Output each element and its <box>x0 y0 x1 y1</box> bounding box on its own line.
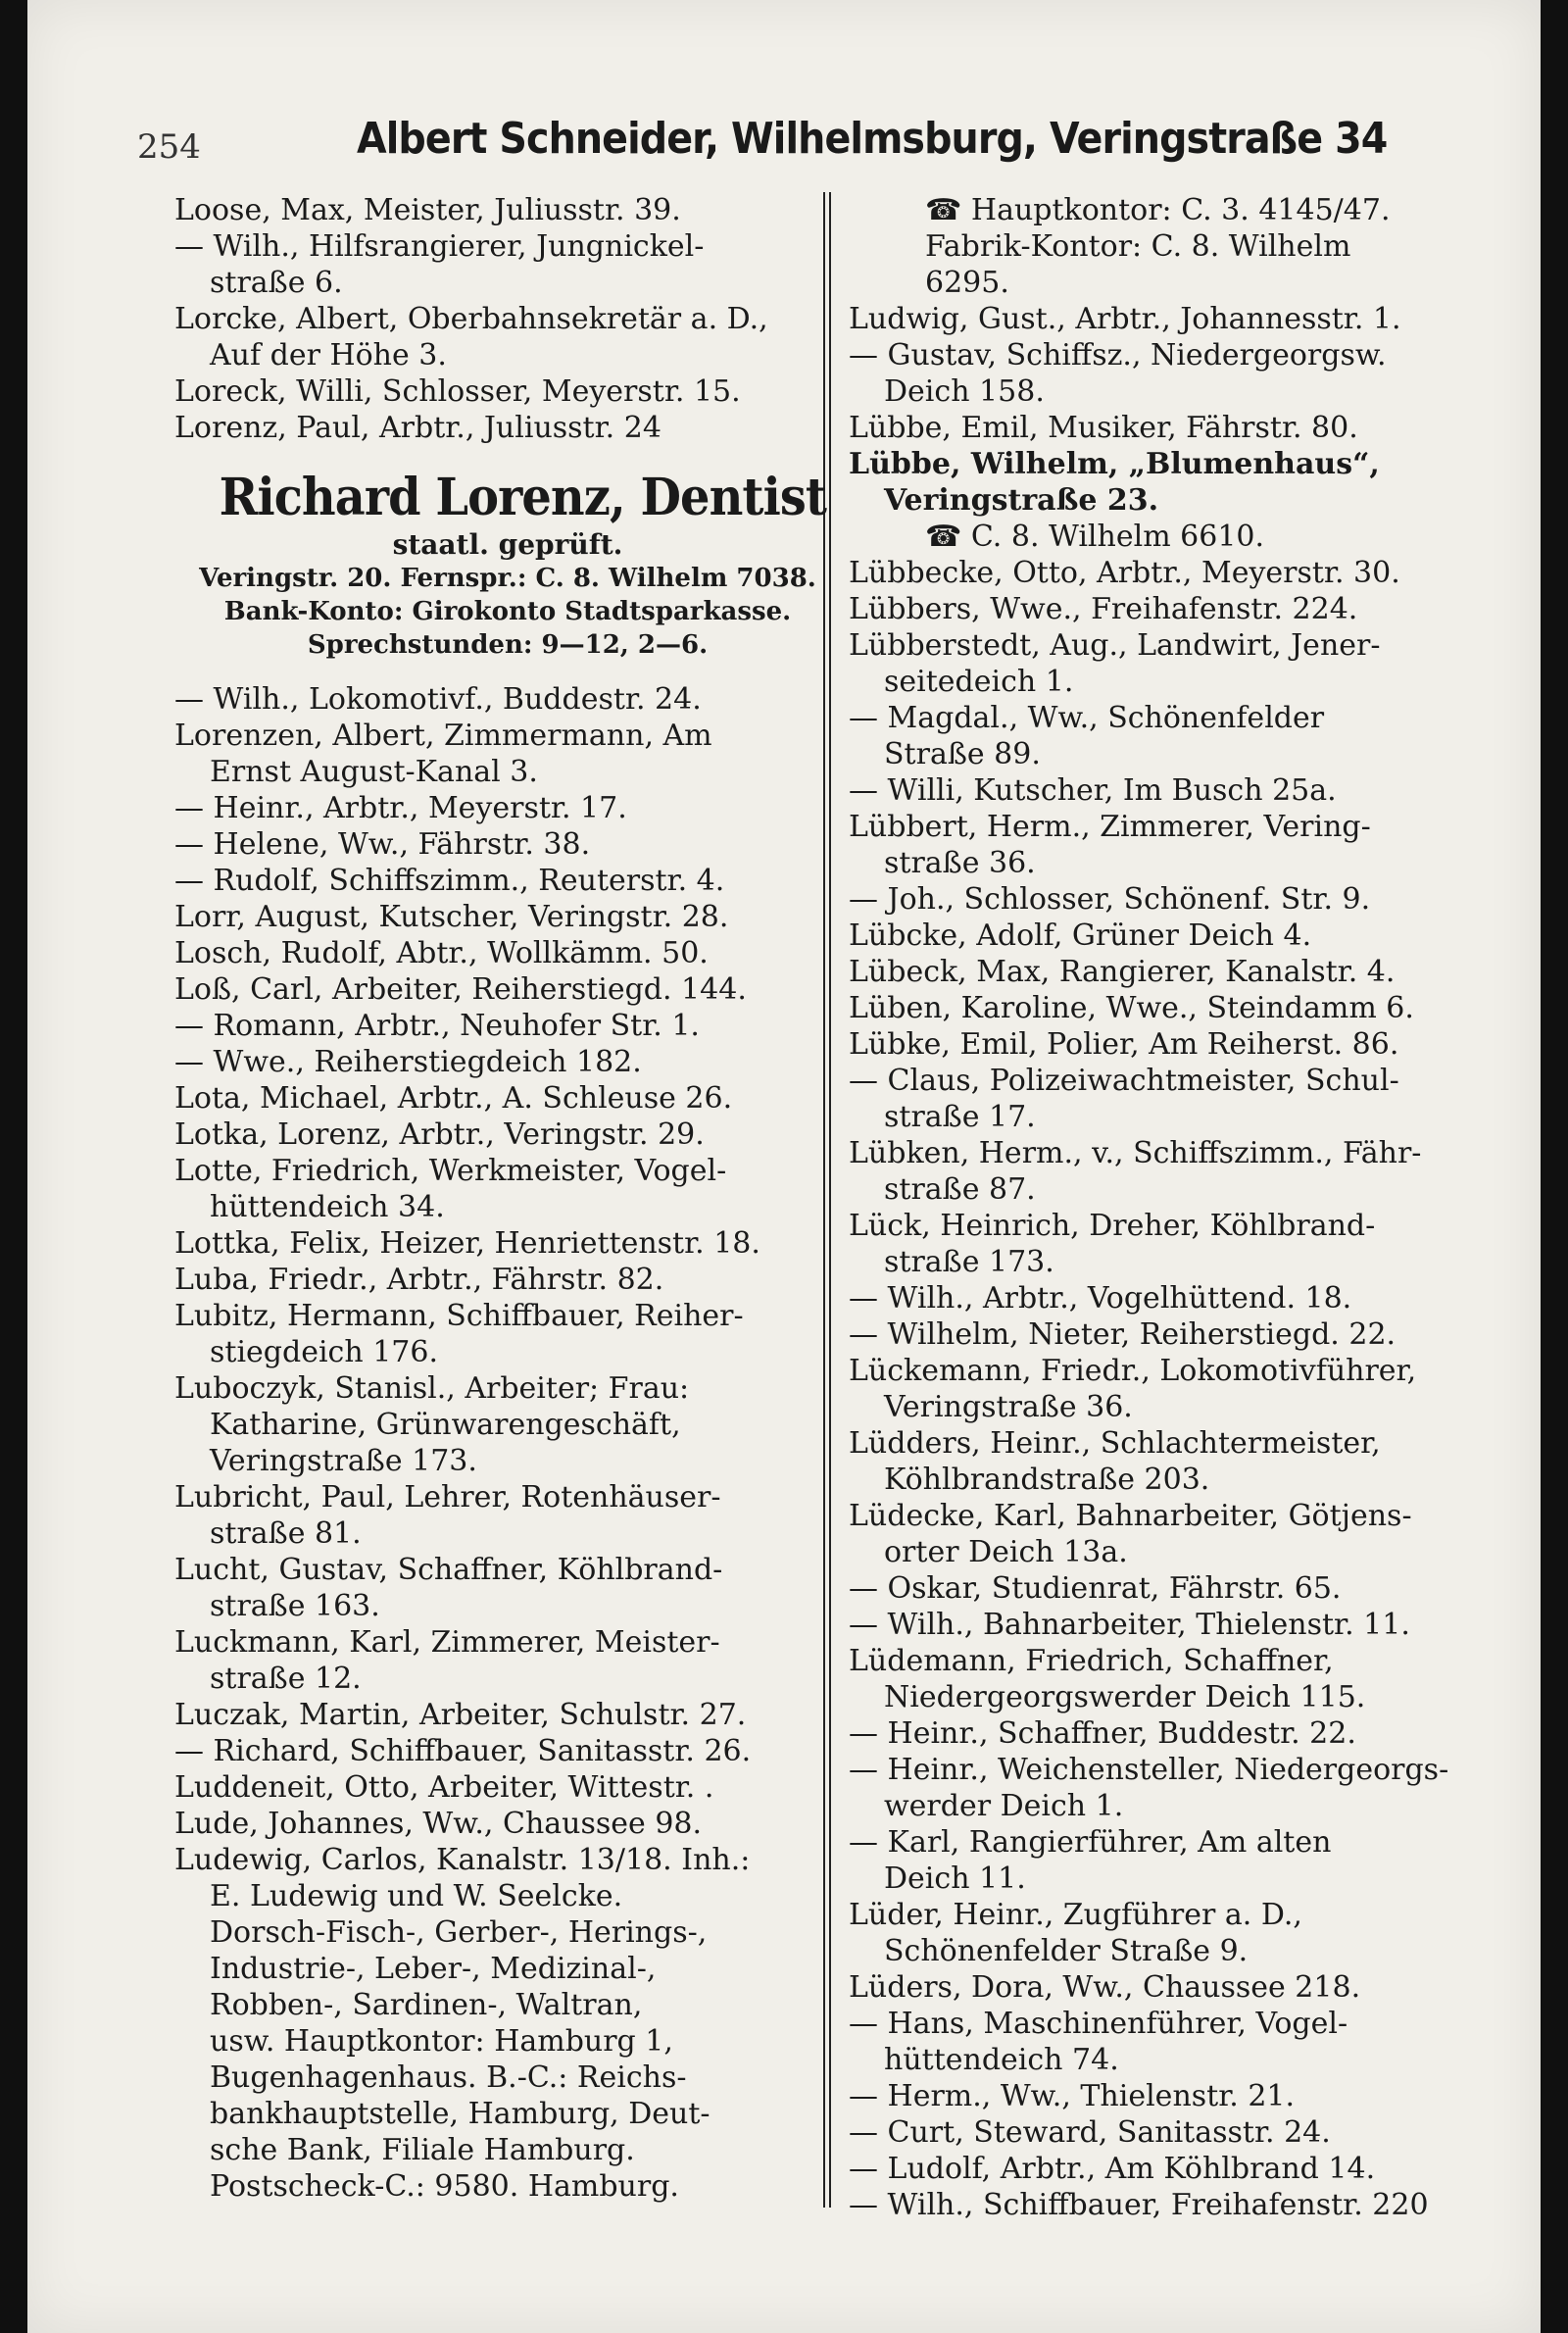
directory-entry <box>174 373 821 410</box>
directory-entry <box>849 1063 1515 1135</box>
directory-entry <box>849 918 1515 954</box>
directory-entry <box>849 2187 1515 2223</box>
ad-subtitle: staatl. geprüft. <box>392 528 623 561</box>
directory-entry <box>174 1370 821 1479</box>
directory-entry <box>849 337 1515 410</box>
page-number: 254 <box>137 127 201 167</box>
directory-entry <box>849 1570 1515 1607</box>
directory-entry <box>174 1008 821 1044</box>
ad-title: Richard Lorenz, Dentist <box>219 468 827 527</box>
directory-entry <box>849 954 1515 990</box>
entry-line: Lüben, Karoline, Wwe., Steindamm 6. <box>849 991 1414 1025</box>
directory-entry <box>849 2114 1515 2151</box>
entry-line: Luddeneit, Otto, Arbeiter, Wittestr. . <box>174 1770 714 1805</box>
directory-entry <box>174 1153 821 1225</box>
entry-line: sche Bank, Filiale Hamburg. <box>210 2133 635 2167</box>
entry-line: Lück, Heinrich, Dreher, Köhlbrand- <box>849 1209 1376 1243</box>
left-column <box>174 192 827 2205</box>
directory-entry <box>849 591 1515 627</box>
dentist-advertisement <box>194 446 827 660</box>
directory-entry <box>849 700 1515 772</box>
directory-entry <box>174 1117 821 1153</box>
entry-line: Luczak, Martin, Arbeiter, Schulstr. 27. <box>174 1698 747 1732</box>
entry-line: — Karl, Rangierführer, Am alten <box>849 1825 1332 1860</box>
entry-line: Lucht, Gustav, Schaffner, Köhlbrand- <box>174 1553 723 1587</box>
entry-line: Lübbe, Wilhelm, „Blumenhaus“, <box>849 447 1380 481</box>
entry-line: seitedeich 1. <box>884 665 1074 699</box>
entry-line: Luckmann, Karl, Zimmerer, Meister- <box>174 1625 720 1660</box>
entry-line: Industrie-, Leber-, Medizinal-, <box>210 1952 657 1986</box>
directory-entry <box>849 1425 1515 1498</box>
entry-line: straße 17. <box>884 1100 1036 1134</box>
entry-line: Lottka, Felix, Heizer, Henriettenstr. 18. <box>174 1226 760 1261</box>
entry-line: stiegdeich 176. <box>210 1335 439 1369</box>
entry-line: Veringstraße 36. <box>884 1390 1133 1424</box>
directory-entry <box>174 863 821 899</box>
directory-entry <box>174 228 821 301</box>
directory-entry <box>849 446 1515 519</box>
entry-line: — Wilh., Lokomotivf., Buddestr. 24. <box>174 682 702 717</box>
directory-entry <box>849 809 1515 881</box>
directory-entry <box>174 1769 821 1806</box>
entry-line: — Romann, Arbtr., Neuhofer Str. 1. <box>174 1009 700 1043</box>
directory-entry <box>849 881 1515 918</box>
entry-line: — Wilhelm, Nieter, Reiherstiegd. 22. <box>849 1317 1396 1352</box>
entry-line: Veringstraße 173. <box>210 1444 477 1478</box>
entry-line: Lüdecke, Karl, Bahnarbeiter, Götjens- <box>849 1499 1412 1533</box>
directory-entry <box>849 1643 1515 1715</box>
entry-line: — Wilh., Bahnarbeiter, Thielenstr. 11. <box>849 1608 1410 1642</box>
entry-line: Loreck, Willi, Schlosser, Meyerstr. 15. <box>174 374 741 409</box>
entry-line: straße 12. <box>210 1662 362 1696</box>
entry-line: Robben-, Sardinen-, Waltran, <box>210 1988 643 2022</box>
entry-line: Lübbe, Emil, Musiker, Fährstr. 80. <box>849 411 1358 445</box>
entry-line: — Curt, Steward, Sanitasstr. 24. <box>849 2115 1331 2150</box>
directory-entry <box>849 519 1515 555</box>
entry-line: Lübeck, Max, Rangierer, Kanalstr. 4. <box>849 955 1396 989</box>
entry-line: Losch, Rudolf, Abtr., Wollkämm. 50. <box>174 936 709 970</box>
entry-line: Lubricht, Paul, Lehrer, Rotenhäuser- <box>174 1480 721 1514</box>
directory-entry <box>849 1752 1515 1824</box>
entry-line: Lübcke, Adolf, Grüner Deich 4. <box>849 918 1312 953</box>
entry-line: Dorsch-Fisch-, Gerber-, Herings-, <box>210 1915 708 1950</box>
entry-line: werder Deich 1. <box>884 1789 1124 1823</box>
entry-line: E. Ludewig und W. Seelcke. <box>210 1879 623 1913</box>
entry-line: — Hans, Maschinenführer, Vogel- <box>849 2007 1348 2041</box>
entry-line: Lota, Michael, Arbtr., A. Schleuse 26. <box>174 1081 733 1116</box>
directory-entry <box>174 899 821 935</box>
directory-entry <box>849 2151 1515 2187</box>
entry-line: — Magdal., Ww., Schönenfelder <box>849 701 1325 735</box>
entry-line: 6295. <box>925 266 1009 300</box>
directory-entry <box>174 1298 821 1370</box>
entry-line: Veringstraße 23. <box>884 483 1159 518</box>
entry-line: Loose, Max, Meister, Juliusstr. 39. <box>174 193 681 227</box>
directory-entry <box>174 301 821 373</box>
entry-line: — Rudolf, Schiffszimm., Reuterstr. 4. <box>174 864 725 898</box>
entry-line: — Herm., Ww., Thielenstr. 21. <box>849 2079 1296 2113</box>
directory-entry <box>174 718 821 790</box>
directory-entry <box>174 935 821 971</box>
entry-line: Bugenhagenhaus. B.-C.: Reichs- <box>210 2060 687 2095</box>
entry-line: Lübberstedt, Aug., Landwirt, Jener- <box>849 628 1381 663</box>
directory-entry <box>849 1208 1515 1280</box>
directory-entry <box>849 192 1515 301</box>
entry-line: — Claus, Polizeiwachtmeister, Schul- <box>849 1064 1399 1098</box>
entry-line: hüttendeich 74. <box>884 2043 1119 2077</box>
directory-entry <box>849 555 1515 591</box>
directory-entry <box>849 1607 1515 1643</box>
entry-line: Lude, Johannes, Ww., Chaussee 98. <box>174 1807 703 1841</box>
entry-line: Straße 89. <box>884 737 1041 771</box>
entry-line: — Wilh., Schiffbauer, Freihafenstr. 220 <box>849 2188 1429 2222</box>
left-entries-top <box>174 192 821 446</box>
entry-line: Lübken, Herm., v., Schiffszimm., Fähr- <box>849 1136 1422 1170</box>
directory-entry <box>849 627 1515 700</box>
entry-line: Lotte, Friedrich, Werkmeister, Vogel- <box>174 1154 727 1188</box>
entry-line: straße 163. <box>210 1589 380 1623</box>
directory-entry <box>174 1806 821 1842</box>
entry-line: — Wwe., Reiherstiegdeich 182. <box>174 1045 642 1079</box>
entry-line: — Ludolf, Arbtr., Am Köhlbrand 14. <box>849 2152 1376 2186</box>
directory-page <box>27 0 1541 2333</box>
ad-bank-account: Bank-Konto: Girokonto Stadtsparkasse. <box>223 597 792 626</box>
entry-line: straße 6. <box>210 266 343 300</box>
directory-entry <box>849 1969 1515 2006</box>
directory-entry <box>849 1026 1515 1063</box>
entry-line: — Richard, Schiffbauer, Sanitasstr. 26. <box>174 1734 752 1768</box>
entry-line: Schönenfelder Straße 9. <box>884 1934 1249 1968</box>
right-column <box>849 192 1515 2223</box>
entry-line: straße 173. <box>884 1245 1054 1279</box>
directory-entry <box>174 192 821 228</box>
entry-line: — Helene, Ww., Fährstr. 38. <box>174 827 591 862</box>
entry-line: Lorenzen, Albert, Zimmermann, Am <box>174 719 712 753</box>
left-entries-bottom <box>174 681 821 2205</box>
entry-line: Lubitz, Hermann, Schiffbauer, Reiher- <box>174 1299 744 1333</box>
entry-line: usw. Hauptkontor: Hamburg 1, <box>210 2024 673 2059</box>
directory-entry <box>849 2006 1515 2078</box>
entry-line: ☎ C. 8. Wilhelm 6610. <box>925 520 1265 554</box>
entry-line: Lüdders, Heinr., Schlachtermeister, <box>849 1426 1381 1461</box>
directory-entry <box>849 301 1515 337</box>
directory-entry <box>174 681 821 718</box>
entry-line: Lübke, Emil, Polier, Am Reiherst. 86. <box>849 1027 1399 1062</box>
entry-line: straße 87. <box>884 1172 1036 1207</box>
entry-line: — Heinr., Arbtr., Meyerstr. 17. <box>174 791 627 825</box>
ad-address-phone: Veringstr. 20. Fernspr.: C. 8. Wilhelm 7038. <box>199 564 816 593</box>
entry-line: Fabrik-Kontor: C. 8. Wilhelm <box>925 229 1351 264</box>
entry-line: — Wilh., Hilfsrangierer, Jungnickel- <box>174 229 705 264</box>
entry-line: — Heinr., Weichensteller, Niedergeorgs- <box>849 1753 1449 1787</box>
entry-line: Ludwig, Gust., Arbtr., Johannesstr. 1. <box>849 302 1401 336</box>
entry-line: straße 81. <box>210 1516 362 1551</box>
directory-entry <box>174 1552 821 1624</box>
directory-entry <box>174 1044 821 1080</box>
entry-line: Lorenz, Paul, Arbtr., Juliusstr. 24 <box>174 411 662 445</box>
directory-entry <box>174 1842 821 2205</box>
entry-line: ☎ Hauptkontor: C. 3. 4145/47. <box>925 193 1391 227</box>
entry-line: Ludewig, Carlos, Kanalstr. 13/18. Inh.: <box>174 1843 751 1877</box>
entry-line: Lüder, Heinr., Zugführer a. D., <box>849 1898 1302 1932</box>
directory-entry <box>849 772 1515 809</box>
entry-line: Lüdemann, Friedrich, Schaffner, <box>849 1644 1334 1678</box>
entry-line: hüttendeich 34. <box>210 1190 445 1224</box>
directory-entry <box>174 1733 821 1769</box>
entry-line: Auf der Höhe 3. <box>210 338 447 372</box>
entry-line: orter Deich 13a. <box>884 1535 1128 1569</box>
entry-line: Lotka, Lorenz, Arbtr., Veringstr. 29. <box>174 1117 705 1152</box>
entry-line: — Heinr., Schaffner, Buddestr. 22. <box>849 1716 1356 1751</box>
entry-line: — Joh., Schlosser, Schönenf. Str. 9. <box>849 882 1371 917</box>
directory-entry <box>174 1479 821 1552</box>
directory-entry <box>849 1498 1515 1570</box>
entry-line: Köhlbrandstraße 203. <box>884 1463 1210 1497</box>
entry-line: Lübbers, Wwe., Freihafenstr. 224. <box>849 592 1358 626</box>
entry-line: — Oskar, Studienrat, Fährstr. 65. <box>849 1571 1342 1606</box>
directory-entry <box>849 1715 1515 1752</box>
entry-line: — Gustav, Schiffsz., Niedergeorgsw. <box>849 338 1387 372</box>
directory-entry <box>849 1353 1515 1425</box>
directory-entry <box>174 410 821 446</box>
entry-line: Lübbecke, Otto, Arbtr., Meyerstr. 30. <box>849 556 1400 590</box>
directory-entry <box>849 1824 1515 1897</box>
entry-line: — Wilh., Arbtr., Vogelhüttend. 18. <box>849 1281 1352 1315</box>
entry-line: Lorr, August, Kutscher, Veringstr. 28. <box>174 900 729 934</box>
directory-entry <box>849 410 1515 446</box>
directory-entry <box>174 1080 821 1117</box>
header-title: Albert Schneider, Wilhelmsburg, Veringstraße 34 <box>357 114 1388 164</box>
page-header <box>137 114 1388 173</box>
entry-line: Katharine, Grünwarengeschäft, <box>210 1408 681 1442</box>
entry-line: Lorcke, Albert, Oberbahnsekretär a. D., <box>174 302 768 336</box>
entry-line: straße 36. <box>884 846 1036 880</box>
ad-office-hours: Sprechstunden: 9—12, 2—6. <box>307 630 709 660</box>
entry-line: Deich 158. <box>884 374 1045 409</box>
directory-entry <box>849 2078 1515 2114</box>
entry-line: Lübbert, Herm., Zimmerer, Vering- <box>849 810 1371 844</box>
entry-line: Lückemann, Friedr., Lokomotivführer, <box>849 1354 1417 1388</box>
entry-line: — Willi, Kutscher, Im Busch 25a. <box>849 773 1337 808</box>
directory-entry <box>174 971 821 1008</box>
directory-entry <box>174 826 821 863</box>
directory-entry <box>849 1280 1515 1316</box>
directory-entry <box>174 790 821 826</box>
directory-entry <box>849 1135 1515 1208</box>
entry-line: Luba, Friedr., Arbtr., Fährstr. 82. <box>174 1263 664 1297</box>
entry-line: Loß, Carl, Arbeiter, Reiherstiegd. 144. <box>174 972 747 1007</box>
directory-entry <box>174 1262 821 1298</box>
directory-entry <box>849 1897 1515 1969</box>
entry-line: Postscheck-C.: 9580. Hamburg. <box>210 2169 679 2204</box>
entry-line: Luboczyk, Stanisl., Arbeiter; Frau: <box>174 1371 690 1406</box>
entry-line: Deich 11. <box>884 1861 1026 1896</box>
directory-entry <box>174 1624 821 1697</box>
directory-entry <box>174 1697 821 1733</box>
directory-entry <box>849 990 1515 1026</box>
directory-entry <box>849 1316 1515 1353</box>
entry-line: Niedergeorgswerder Deich 115. <box>884 1680 1366 1714</box>
directory-entry <box>174 1225 821 1262</box>
entry-line: Ernst August-Kanal 3. <box>210 755 538 789</box>
entry-line: bankhauptstelle, Hamburg, Deut- <box>210 2097 710 2131</box>
entry-line: Lüders, Dora, Ww., Chaussee 218. <box>849 1970 1361 2005</box>
